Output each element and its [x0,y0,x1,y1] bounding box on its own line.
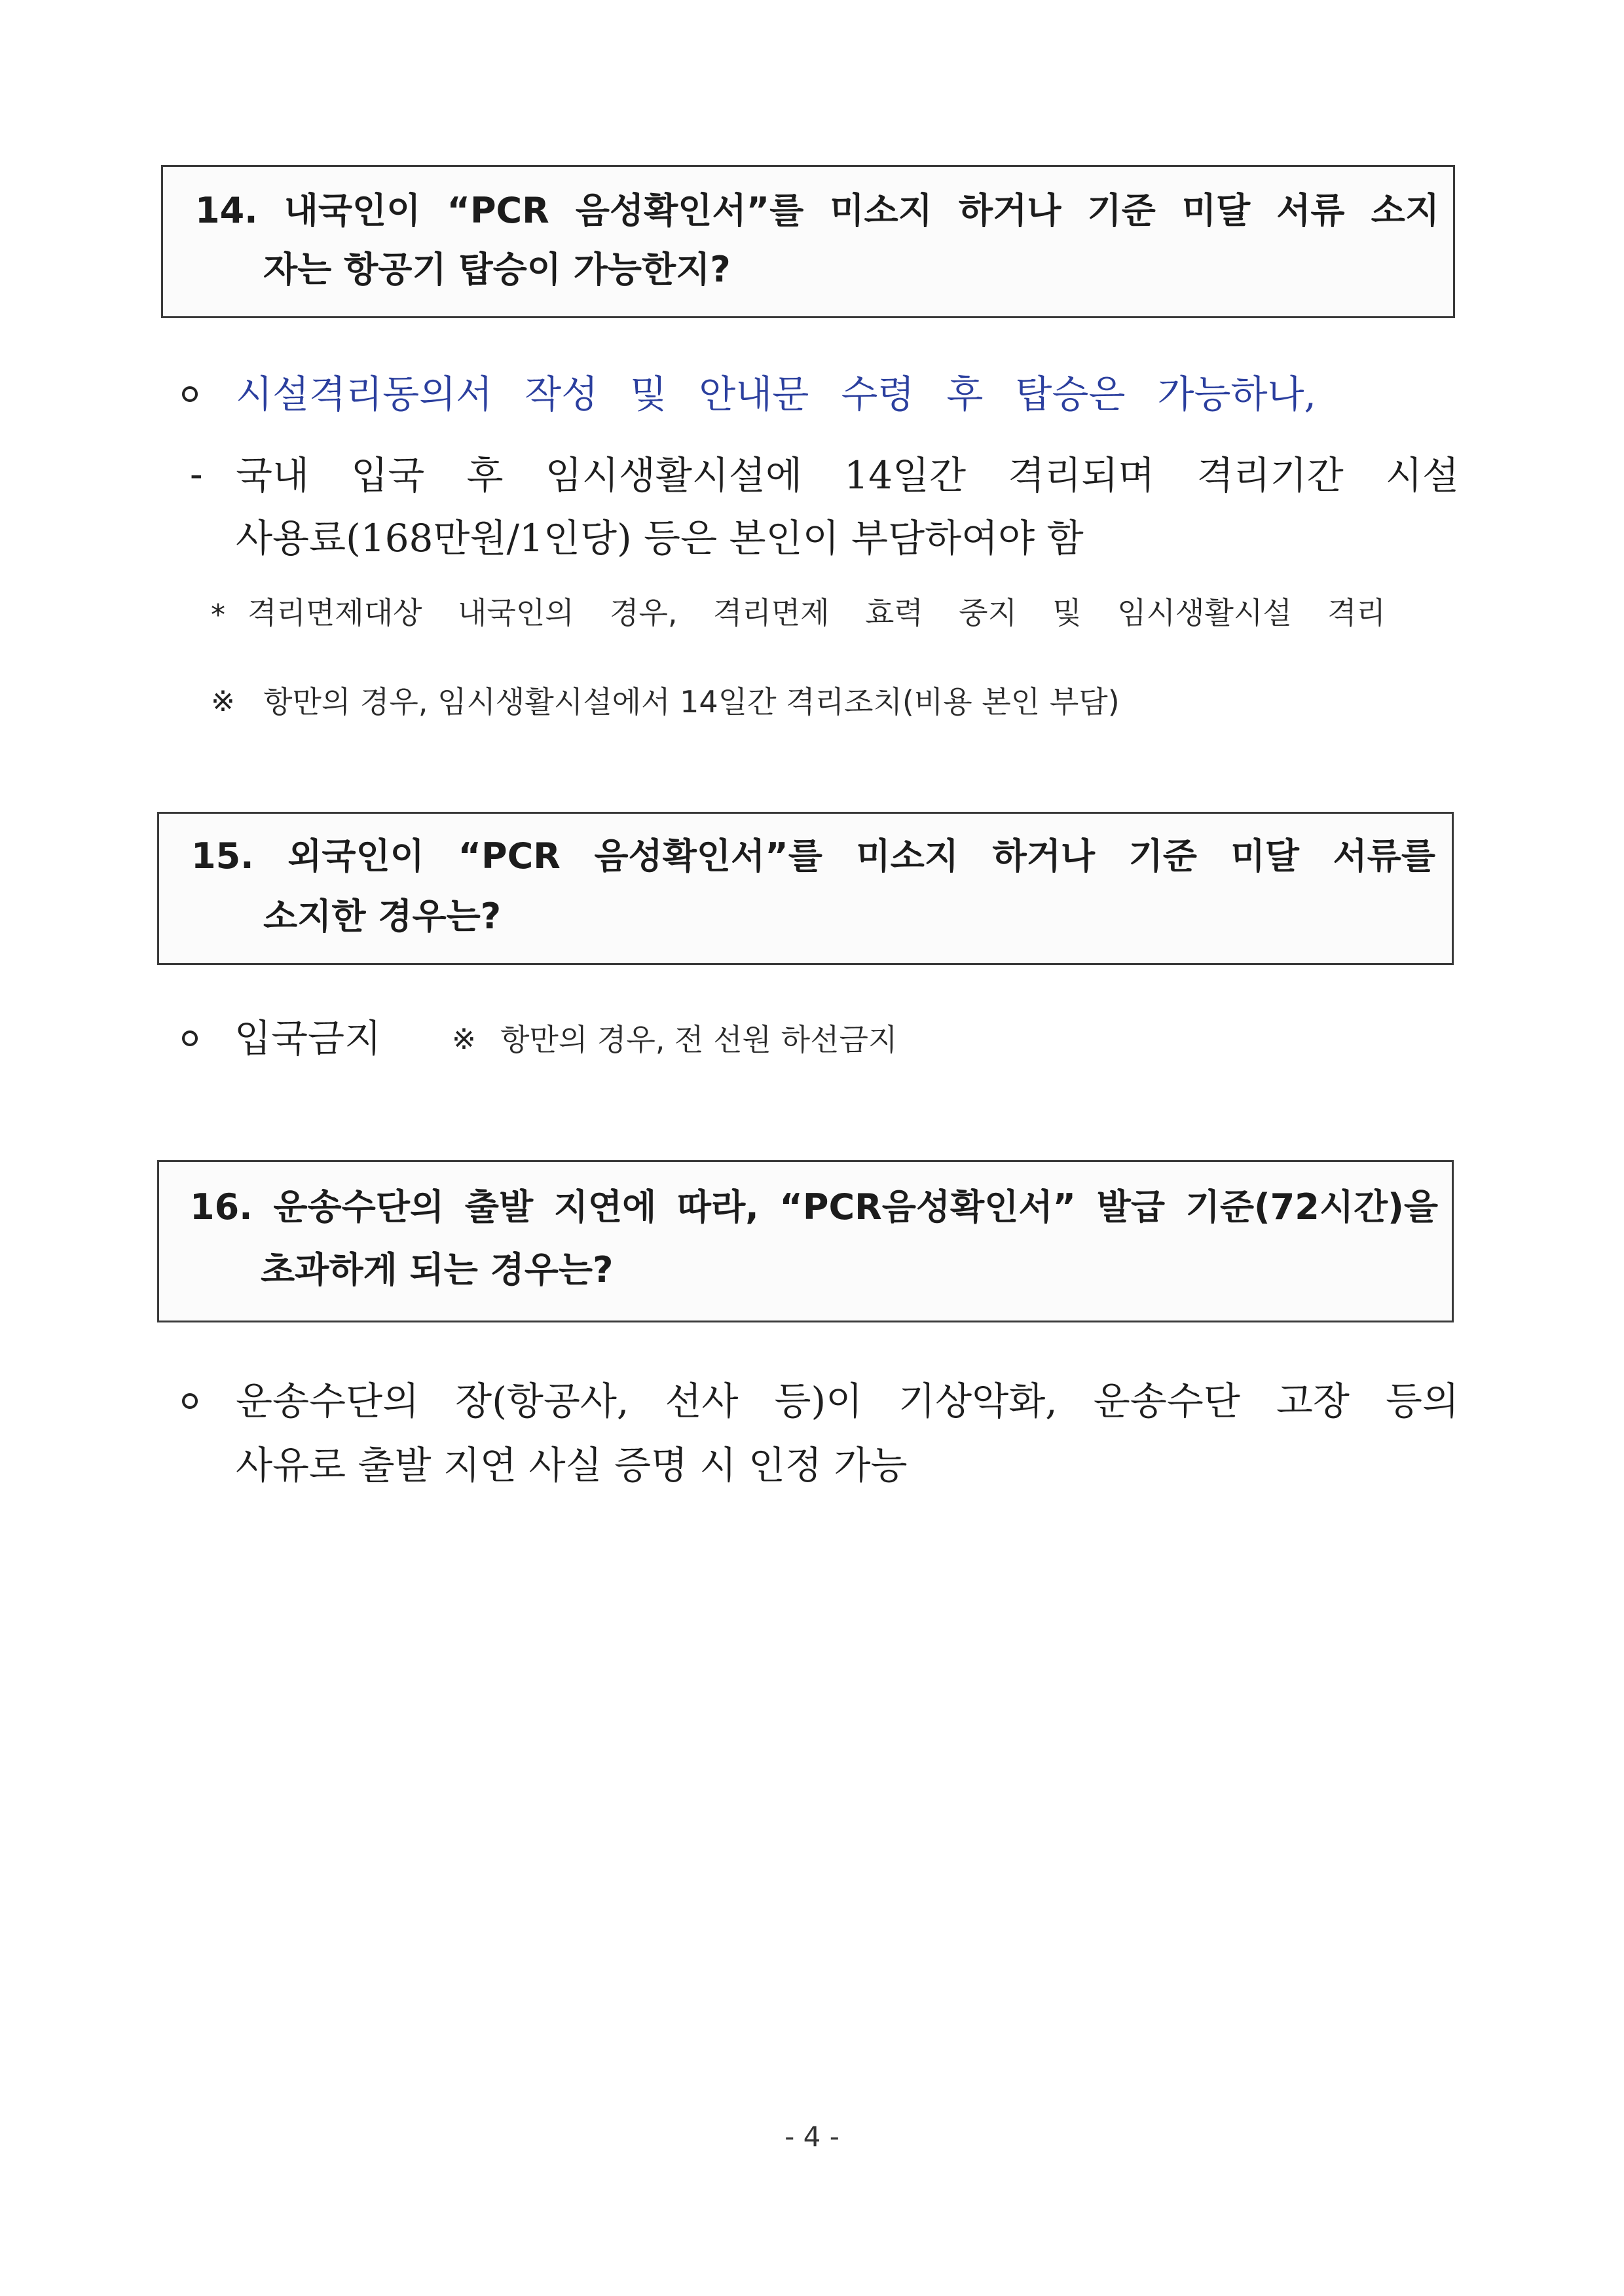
answer-16-line-1: 운송수단의 장(항공사, 선사 등)이 기상악화, 운송수단 고장 등의 [236,1379,1459,1423]
answer-16-line-2: 사유로 출발 지연 사실 증명 시 인정 가능 [236,1443,908,1487]
reference-mark-icon: ※ [211,685,235,718]
question-14-line-2: 자는 항공기 탑승이 가능한지? [263,249,731,290]
answer-15-main: 입국금지 [234,1016,382,1061]
answer-15-note: 항만의 경우, 전 선원 하선금지 [500,1022,898,1057]
page-number: - 4 - [784,2121,840,2153]
answer-14-note-star: 격리면제대상 내국인의 경우, 격리면제 효력 중지 및 임시생활시설 격리 [248,595,1386,630]
answer-14-sub-line-2: 사용료(168만원/1인당) 등은 본인이 부담하여야 함 [236,516,1084,560]
circle-bullet-icon [182,1030,198,1046]
answer-14-main: 시설격리동의서 작성 및 안내문 수령 후 탑승은 가능하나, [236,372,1316,416]
question-15-line-2: 소지한 경우는? [263,896,502,937]
question-15-line-1: 15. 외국인이 “PCR 음성확인서”를 미소지 하거나 기준 미달 서류를 [191,835,1435,877]
circle-bullet-icon [182,386,198,402]
question-16-line-1: 16. 운송수단의 출발 지연에 따라, “PCR음성확인서” 발급 기준(72시간)을 [190,1186,1438,1228]
answer-14-sub-line-1: 국내 입국 후 임시생활시설에 14일간 격리되며 격리기간 시설 [236,453,1459,498]
question-16-line-2: 초과하게 되는 경우는? [261,1249,614,1290]
circle-bullet-icon [182,1393,198,1409]
asterisk-icon: * [211,598,225,632]
reference-mark-icon: ※ [452,1023,476,1056]
answer-14-note-ref: 항만의 경우, 임시생활시설에서 14일간 격리조치(비용 본인 부담) [263,684,1120,720]
dash-bullet-icon: - [190,452,203,496]
question-14-line-1: 14. 내국인이 “PCR 음성확인서”를 미소지 하거나 기준 미달 서류 소지 [195,190,1439,231]
